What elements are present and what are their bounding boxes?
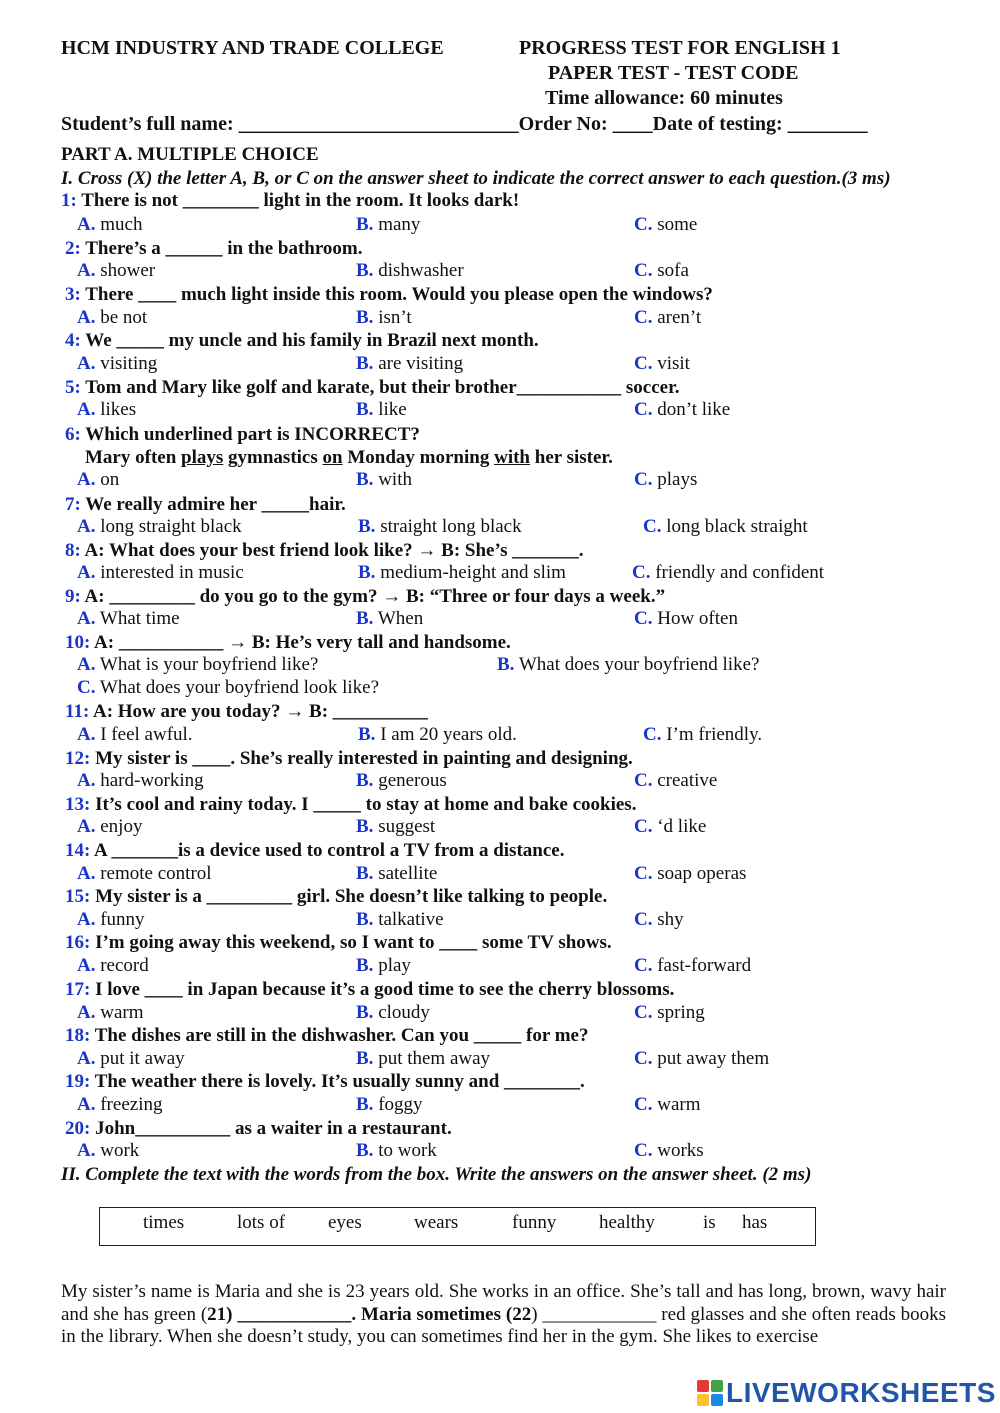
word-box-item: has [742,1212,768,1233]
option-text: hard-working [100,770,204,791]
option-text: record [100,955,149,976]
question-number: 7: [65,494,81,515]
option-text: enjoy [100,816,143,837]
option-text: long straight black [100,516,242,537]
question-stem: There ____ much light inside this room. Would you please open the windows? [85,284,713,305]
answer-option-a[interactable] [77,516,242,538]
answer-option-b[interactable] [356,1140,437,1162]
answer-option-a[interactable] [77,1094,162,1116]
passage-blank: ) ____________. Maria sometimes ( [226,1303,513,1325]
option-letter: C. [634,608,653,629]
option-text: soap operas [657,863,747,884]
question-20 [65,1118,452,1140]
option-letter: A. [77,1002,96,1023]
answer-option-b[interactable] [497,654,759,676]
option-letter: A. [77,608,96,629]
option-letter: A. [77,1094,96,1115]
answer-option-b[interactable] [358,516,522,538]
sentence-text: gymnastics [223,447,323,468]
answer-option-b[interactable] [356,469,412,491]
option-text: with [378,469,412,490]
blank-number: 22 [512,1303,532,1325]
option-text: satellite [378,863,438,884]
question-stem: It’s cool and rainy today. I _____ to stay at home and bake cookies. [95,794,637,815]
option-text: shy [657,909,684,930]
option-letter: C. [634,214,653,235]
time-allowance: Time allowance: 60 minutes [545,87,783,109]
option-text: friendly and confident [655,562,825,583]
option-text: creative [657,770,718,791]
answer-option-a[interactable] [77,469,119,491]
answer-option-c[interactable] [634,399,730,421]
option-letter: B. [356,307,374,328]
option-text: ‘d like [657,816,707,837]
option-letter: C. [634,260,653,281]
option-letter: A. [77,307,96,328]
answer-option-b[interactable] [356,909,444,931]
option-text: generous [378,770,447,791]
option-letter: B. [356,260,374,281]
option-letter: C. [634,1094,653,1115]
option-letter: C. [634,399,653,420]
option-letter: B. [356,909,374,930]
option-text: put away them [657,1048,770,1069]
question-stem: I’m going away this weekend, so I want to ____ some TV shows. [95,932,612,953]
option-text: warm [100,1002,144,1023]
option-text: work [100,1140,140,1161]
answer-option-a[interactable] [77,1048,185,1070]
question-19 [65,1071,585,1093]
option-letter: B. [356,1002,374,1023]
option-text: suggest [378,816,436,837]
answer-option-b[interactable] [356,608,423,630]
answer-option-b[interactable] [356,307,412,329]
answer-option-a[interactable] [77,353,157,375]
option-text: don’t like [657,399,731,420]
option-letter: A. [77,724,96,745]
option-text: shower [100,260,156,281]
liveworksheets-logo-icon [696,1379,724,1407]
option-letter: A. [77,909,96,930]
option-letter: B. [356,1048,374,1069]
option-letter: A. [77,863,96,884]
option-letter: A. [77,260,96,281]
option-letter: B. [497,654,515,675]
option-letter: B. [356,770,374,791]
question-stem: My sister is a _________ girl. She doesn’t like talking to people. [95,886,608,907]
question-number: 8: [65,540,81,561]
option-text: foggy [378,1094,423,1115]
answer-option-c[interactable] [643,724,762,746]
option-text: straight long black [380,516,522,537]
word-box-item: lots of [237,1212,286,1233]
question-stem: A: What does your best friend look like? → B: She’s _______. [84,540,584,561]
option-letter: C. [634,1002,653,1023]
option-text: visiting [100,353,158,374]
question-9 [65,586,665,608]
question-number: 14: [65,840,91,861]
option-letter: A. [77,562,96,583]
answer-option-c[interactable] [634,1002,705,1024]
question-6 [65,424,420,446]
question-stem: I love ____ in Japan because it’s a good time to see the cherry blossoms. [95,979,675,1000]
option-letter: C. [634,770,653,791]
question-4 [65,330,539,352]
option-text: isn’t [378,307,412,328]
question-number: 9: [65,586,81,607]
option-letter: A. [77,1140,96,1161]
question-stem: A: How are you today? → B: __________ [92,701,428,722]
option-letter: B. [356,816,374,837]
sentence-text: Monday morning [342,447,495,468]
option-letter: B. [356,469,374,490]
question-number: 18: [65,1025,91,1046]
test-title: PROGRESS TEST FOR ENGLISH 1 [519,37,841,59]
question-number: 17: [65,979,91,1000]
answer-option-a[interactable] [77,260,155,282]
option-text: visit [657,353,690,374]
option-text: funny [100,909,145,930]
question-13 [65,794,636,816]
question-stem: The weather there is lovely. It’s usually sunny and ________. [94,1071,585,1092]
question-18 [65,1025,588,1047]
question-5 [65,377,680,399]
question-number: 1: [61,190,77,211]
word-box-item: is [703,1212,716,1233]
question-number: 5: [65,377,81,398]
option-letter: C. [77,677,96,698]
answer-option-a[interactable] [77,654,318,676]
option-text: What is your boyfriend like? [99,654,319,675]
student-info-line: Student’s full name: ____________________________Order No: ____Date of testing: ________ [61,113,868,135]
answer-option-c[interactable] [634,608,738,630]
option-text: I am 20 years old. [380,724,517,745]
word-box-item: eyes [328,1212,362,1233]
option-text: What does your boyfriend like? [518,654,760,675]
option-text: I feel awful. [100,724,193,745]
question-1 [61,190,519,212]
answer-option-a[interactable] [77,770,204,792]
question-8 [65,540,584,562]
option-letter: B. [358,724,376,745]
passage-text: ) ____________ red glasses and she often reads books in the library. When she doesn’t study, you can sometimes find her in the gym. She likes to exercise [61,1303,947,1347]
answer-option-c[interactable] [634,1140,704,1162]
word-box-item: funny [512,1212,557,1233]
option-text: talkative [378,909,444,930]
answer-option-b[interactable] [356,353,463,375]
option-letter: A. [77,214,96,235]
option-text: remote control [100,863,212,884]
option-text: aren’t [657,307,702,328]
option-text: put them away [378,1048,491,1069]
option-letter: A. [77,516,96,537]
option-text: What does your boyfriend look like? [99,677,380,698]
option-letter: B. [356,214,374,235]
answer-option-c[interactable] [632,562,824,584]
option-text: What time [99,608,180,629]
question-stem: We really admire her _____hair. [85,494,346,515]
question-7 [65,494,346,516]
question-number: 15: [65,886,91,907]
option-letter: B. [356,399,374,420]
part-a-instruction: I. Cross (X) the letter A, B, or C on the answer sheet to indicate the correct answer to each question.(3 ms) [61,168,891,189]
option-letter: B. [356,955,374,976]
reading-passage [61,1281,946,1349]
answer-option-b[interactable] [356,955,411,977]
answer-option-b[interactable] [358,724,517,746]
answer-option-c[interactable] [634,909,684,931]
answer-option-b[interactable] [356,260,464,282]
question-stem: A: _________ do you go to the gym? → B: “Three or four days a week.” [84,586,666,607]
option-text: spring [657,1002,705,1023]
question-11 [65,701,428,723]
question-15 [65,886,607,908]
option-letter: A. [77,654,96,675]
answer-option-a[interactable] [77,909,145,931]
option-letter: A. [77,1048,96,1069]
answer-option-c[interactable] [634,214,697,236]
answer-option-b[interactable] [356,770,447,792]
question-stem: Which underlined part is INCORRECT? [85,424,420,445]
option-text: freezing [100,1094,163,1115]
question-stem: There is not ________ light in the room. It looks dark! [81,190,520,211]
answer-option-b[interactable] [356,399,407,421]
sentence-text: her sister. [530,447,613,468]
answer-option-b[interactable] [356,1094,423,1116]
liveworksheets-logo [696,1376,996,1410]
answer-option-a[interactable] [77,1002,144,1024]
answer-option-b[interactable] [356,1048,490,1070]
option-text: to work [378,1140,437,1161]
question-stem: A: ___________ → B: He’s very tall and handsome. [94,632,511,653]
answer-option-c[interactable] [634,1094,701,1116]
option-text: medium-height and slim [380,562,566,583]
option-text: works [657,1140,704,1161]
answer-option-a[interactable] [77,863,212,885]
underlined-part: on [322,447,343,468]
word-box-item: healthy [599,1212,655,1233]
question-number: 10: [65,632,91,653]
question-stem: The dishes are still in the dishwasher. Can you _____ for me? [94,1025,589,1046]
option-text: like [378,399,407,420]
option-text: be not [100,307,148,328]
option-text: sofa [657,260,689,281]
option-text: play [378,955,411,976]
blank-number: 21 [207,1303,227,1325]
answer-option-c[interactable] [634,307,701,329]
answer-option-a[interactable] [77,214,142,236]
option-letter: A. [77,816,96,837]
option-text: interested in music [100,562,244,583]
answer-option-a[interactable] [77,1140,139,1162]
answer-option-c[interactable] [634,469,697,491]
question-number: 12: [65,748,91,769]
question-10 [65,632,511,654]
word-box-item: times [143,1212,185,1233]
question-sentence [85,447,613,469]
option-text: long black straight [666,516,808,537]
answer-option-a[interactable] [77,955,149,977]
question-2 [65,238,363,260]
option-letter: B. [356,353,374,374]
option-text: I’m friendly. [666,724,763,745]
option-letter: C. [634,909,653,930]
option-letter: C. [634,469,653,490]
question-number: 2: [65,238,81,259]
option-text: plays [657,469,698,490]
option-letter: B. [356,863,374,884]
option-letter: C. [632,562,651,583]
answer-option-c[interactable] [634,816,706,838]
answer-option-a[interactable] [77,562,244,584]
question-16 [65,932,612,954]
option-letter: B. [356,608,374,629]
underlined-part: with [494,447,530,468]
question-number: 13: [65,794,91,815]
answer-option-b[interactable] [358,562,566,584]
question-3 [65,284,713,306]
question-number: 16: [65,932,91,953]
option-text: put it away [100,1048,185,1069]
option-letter: C. [643,516,662,537]
option-text: How often [657,608,738,629]
option-letter: C. [643,724,662,745]
option-letter: C. [634,1140,653,1161]
option-text: likes [100,399,137,420]
answer-option-c[interactable] [634,1048,769,1070]
answer-option-c[interactable] [634,770,717,792]
option-text: are visiting [378,353,464,374]
option-letter: C. [634,816,653,837]
option-letter: C. [634,1048,653,1069]
question-number: 20: [65,1118,91,1139]
question-12 [65,748,633,770]
option-letter: B. [356,1094,374,1115]
answer-option-c[interactable] [643,516,808,538]
option-letter: C. [634,353,653,374]
question-stem: John__________ as a waiter in a restaurant. [95,1118,452,1139]
option-text: cloudy [378,1002,430,1023]
option-text: warm [657,1094,701,1115]
answer-option-c[interactable] [634,353,690,375]
liveworksheets-logo-text: LIVEWORKSHEETS [726,1377,996,1408]
answer-option-c[interactable] [634,955,751,977]
option-text: fast-forward [657,955,752,976]
paper-code: PAPER TEST - TEST CODE [548,62,799,84]
question-number: 11: [65,701,90,722]
option-letter: B. [358,516,376,537]
option-text: on [100,469,120,490]
option-text: many [378,214,421,235]
option-letter: C. [634,307,653,328]
option-letter: A. [77,770,96,791]
option-text: some [657,214,698,235]
question-number: 4: [65,330,81,351]
question-14 [65,840,564,862]
answer-option-a[interactable] [77,608,180,630]
answer-option-a[interactable] [77,399,136,421]
option-letter: A. [77,469,96,490]
answer-option-a[interactable] [77,307,147,329]
question-number: 19: [65,1071,91,1092]
option-letter: A. [77,399,96,420]
question-number: 3: [65,284,81,305]
word-box-item: wears [414,1212,459,1233]
answer-option-c[interactable] [634,260,689,282]
option-letter: C. [634,863,653,884]
question-stem: My sister is ____. She’s really interested in painting and designing. [95,748,633,769]
option-letter: A. [77,955,96,976]
answer-option-c[interactable] [634,863,746,885]
answer-option-a[interactable] [77,816,142,838]
question-stem: There’s a ______ in the bathroom. [85,238,363,259]
answer-option-c[interactable] [77,677,379,699]
question-stem: Tom and Mary like golf and karate, but their brother___________ soccer. [85,377,680,398]
option-text: When [377,608,424,629]
question-17 [65,979,674,1001]
question-stem: A _______is a device used to control a TV from a distance. [94,840,565,861]
part-a-title: PART A. MULTIPLE CHOICE [61,144,319,165]
option-text: much [100,214,143,235]
answer-option-b[interactable] [356,214,420,236]
option-text: dishwasher [378,260,464,281]
passage-text: My sister’s name is Maria and she is 23 years old. She works in an office. She’s tall and has long, brown, wavy hair and she has green ( [61,1281,946,1325]
answer-option-b[interactable] [356,1002,430,1024]
answer-option-a[interactable] [77,724,193,746]
question-stem: We _____ my uncle and his family in Brazil next month. [85,330,539,351]
college-name: HCM INDUSTRY AND TRADE COLLEGE [61,37,444,59]
answer-option-b[interactable] [356,816,435,838]
option-letter: C. [634,955,653,976]
option-letter: A. [77,353,96,374]
question-number: 6: [65,424,81,445]
sentence-text: Mary often [85,447,182,468]
part-two-instruction: II. Complete the text with the words from the box. Write the answers on the answer sheet. (2 ms) [61,1164,812,1185]
answer-option-b[interactable] [356,863,437,885]
option-letter: B. [358,562,376,583]
underlined-part: plays [181,447,224,468]
option-letter: B. [356,1140,374,1161]
word-box [99,1207,816,1246]
